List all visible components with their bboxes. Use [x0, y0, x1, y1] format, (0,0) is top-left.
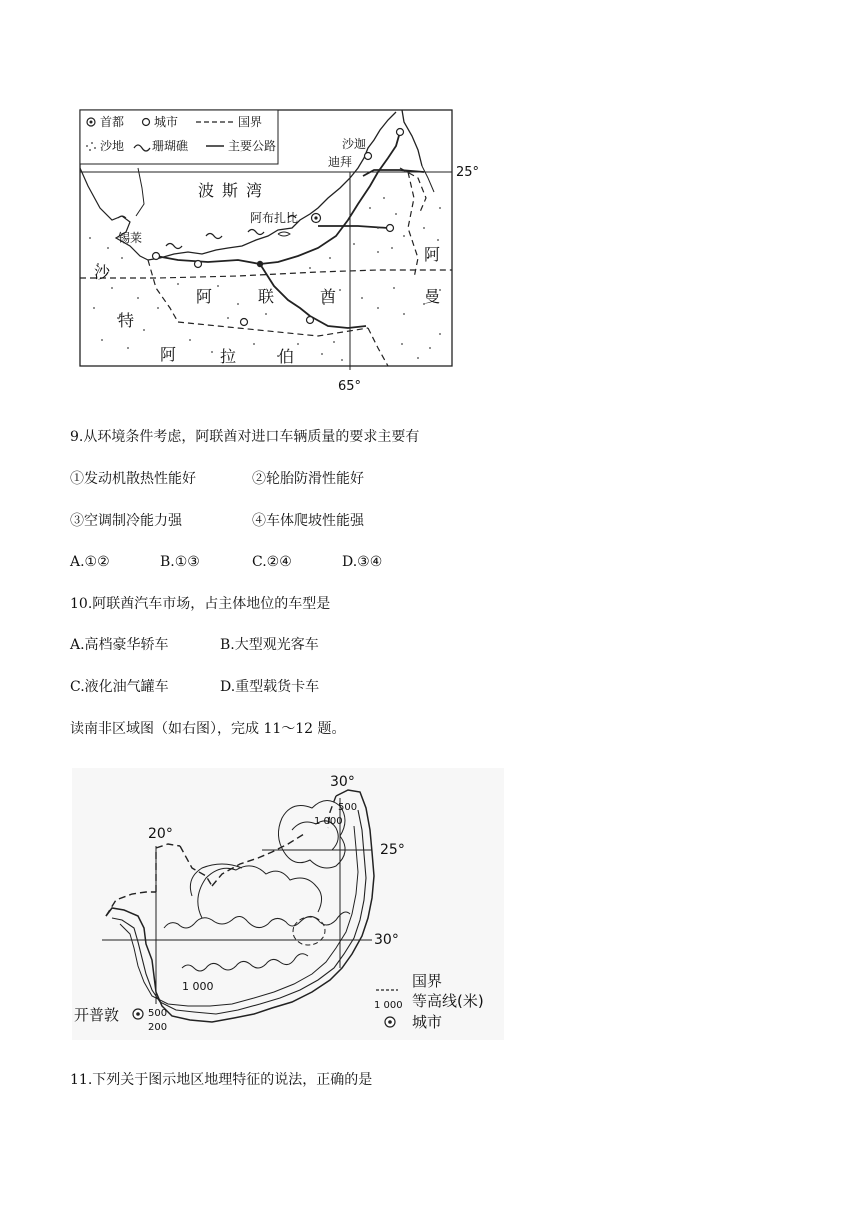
label-abu-dhabi: 阿布扎比: [250, 211, 299, 225]
label-persian-gulf: 波斯湾: [198, 181, 271, 200]
label-lat-25: 25°: [456, 165, 480, 180]
legend-city: 城市: [154, 115, 179, 129]
legend-contour-sample: 1 000: [374, 1000, 403, 1011]
q10-option-b: B.大型观光客车: [220, 637, 319, 653]
label-saudi-5: 伯: [278, 347, 295, 366]
label-sharjah: 沙迦: [342, 137, 367, 151]
label-cape-town: 开普敦: [74, 1006, 120, 1024]
q9-option-c: C.②④: [252, 554, 292, 570]
label-lat-25: 25°: [380, 842, 405, 858]
label-oman-1: 阿: [424, 245, 441, 264]
south-africa-map: [72, 768, 504, 1040]
q9-statement-2: ②轮胎防滑性能好: [252, 471, 364, 487]
label-uae-2: 联: [258, 287, 275, 306]
contour-500-a: 500: [338, 802, 358, 813]
uae-map: [78, 108, 480, 398]
q9-statement-4: ④车体爬坡性能强: [252, 513, 364, 529]
legend-contour: 等高线(米): [412, 992, 484, 1010]
label-saudi-2: 特: [118, 311, 135, 330]
legend-border: 国界: [412, 972, 443, 990]
q10-option-c: C.液化油气罐车: [70, 679, 169, 695]
contour-500-b: 500: [148, 1008, 168, 1019]
q9-option-a: A.①②: [70, 554, 110, 570]
section-intro: 读南非区域图（如右图），完成 11～12 题。: [70, 721, 346, 737]
label-dubai: 迪拜: [328, 155, 353, 169]
label-lon-30: 30°: [330, 774, 355, 790]
legend-road: 主要公路: [228, 139, 277, 153]
contour-200: 200: [148, 1022, 168, 1033]
label-uae-3: 酋: [320, 287, 337, 306]
legend-capital: 首都: [100, 115, 125, 129]
label-xilai: 锡莱: [118, 231, 143, 245]
label-lat-30: 30°: [374, 932, 399, 948]
legend-border: 国界: [238, 115, 263, 129]
q9-option-b: B.①③: [160, 554, 200, 570]
label-oman-2: 曼: [424, 287, 441, 306]
legend-sand: 沙地: [100, 139, 125, 153]
legend-city: 城市: [412, 1013, 443, 1031]
q9-stem: 9.从环境条件考虑，阿联酋对进口车辆质量的要求主要有: [70, 429, 420, 445]
contour-1000-a: 1 000: [314, 816, 343, 827]
label-lon-20: 20°: [148, 826, 173, 842]
q10-option-a: A.高档豪华轿车: [70, 637, 169, 653]
label-uae-1: 阿: [196, 287, 213, 306]
q11-stem: 11.下列关于图示地区地理特征的说法，正确的是: [70, 1072, 373, 1088]
contour-1000-b: 1 000: [182, 980, 214, 993]
q9-option-d: D.③④: [342, 554, 383, 570]
label-saudi-3: 阿: [160, 345, 177, 364]
label-saudi-4: 拉: [220, 347, 237, 366]
label-lon-65: 65°: [338, 379, 362, 394]
q10-option-d: D.重型载货卡车: [220, 679, 320, 695]
q9-statement-1: ①发动机散热性能好: [70, 471, 196, 487]
label-saudi-1: 沙: [94, 263, 111, 282]
q9-statement-3: ③空调制冷能力强: [70, 513, 182, 529]
legend-coral: 珊瑚礁: [152, 139, 189, 153]
q10-stem: 10.阿联酋汽车市场，占主体地位的车型是: [70, 596, 331, 612]
